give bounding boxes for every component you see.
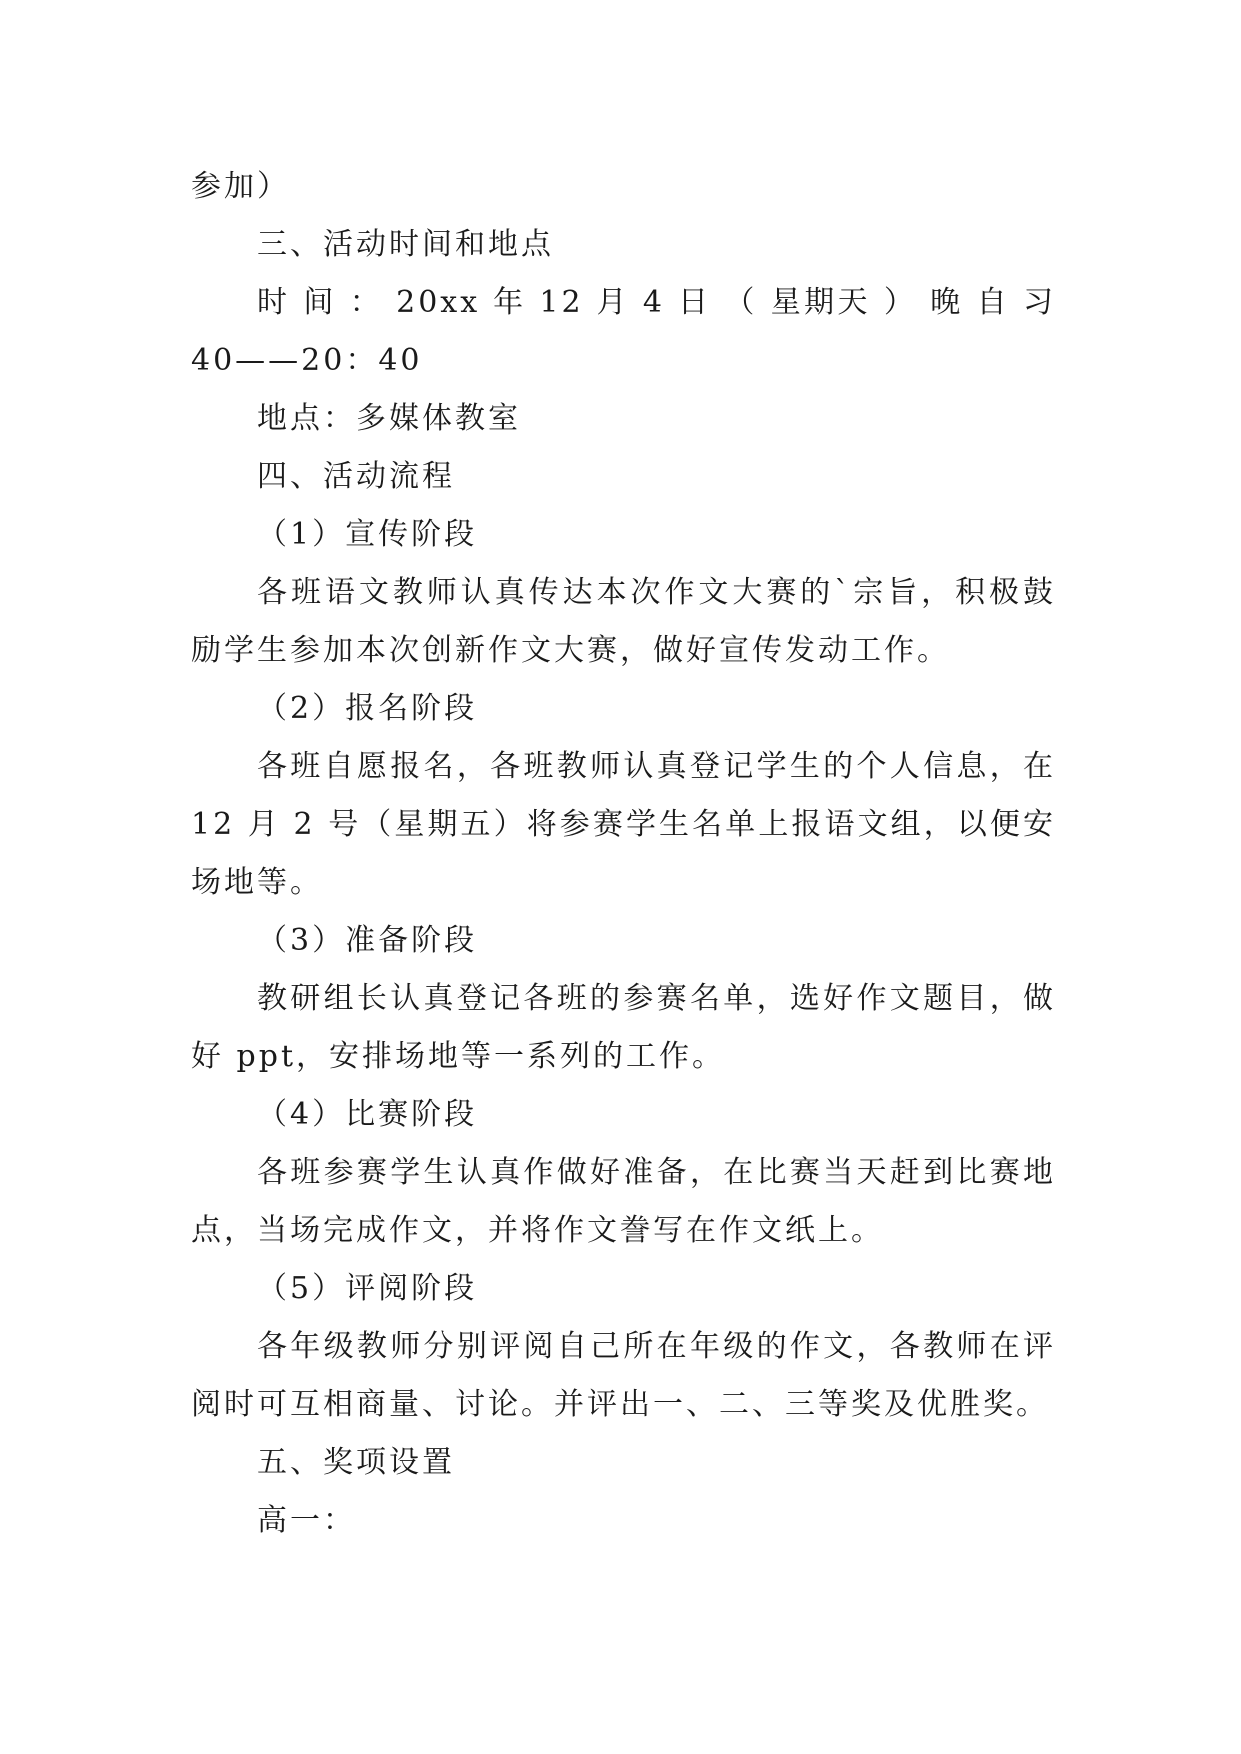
h-stage-1: （1）宣传阶段 [257, 517, 478, 552]
p-time-2: 40——20：40 [191, 343, 423, 378]
p-stage-4-a: 各班参赛学生认真作做好准备，在比赛当天赶到比赛地 [257, 1155, 1056, 1190]
p-stage-4-b: 点，当场完成作文，并将作文誊写在作文纸上。 [191, 1213, 884, 1248]
h-stage-4: （4）比赛阶段 [257, 1097, 478, 1132]
h-section-3: 三、活动时间和地点 [257, 227, 554, 262]
p-stage-3-b: 好 ppt，安排场地等一系列的工作。 [191, 1039, 725, 1074]
p-stage-5-a: 各年级教师分别评阅自己所在年级的作文，各教师在评 [257, 1329, 1056, 1364]
p-time-1: 时 间 ： 20xx 年 12 月 4 日 （ 星期天 ） 晚 自 习 [257, 285, 1056, 320]
h-stage-5: （5）评阅阶段 [257, 1271, 478, 1306]
h-stage-2: （2）报名阶段 [257, 691, 478, 726]
p-stage-1-a: 各班语文教师认真传达本次作文大赛的`宗旨，积极鼓 [257, 575, 1056, 610]
p-grade-1: 高一： [257, 1503, 356, 1538]
document-body [191, 158, 1056, 1550]
h-stage-3: （3）准备阶段 [257, 923, 478, 958]
p-stage-2-b: 12 月 2 号（星期五）将参赛学生名单上报语文组，以便安 [191, 807, 1056, 842]
h-section-4: 四、活动流程 [257, 459, 455, 494]
p-stage-5-b: 阅时可互相商量、讨论。并评出一、二、三等奖及优胜奖。 [191, 1387, 1049, 1422]
p-stage-2-a: 各班自愿报名，各班教师认真登记学生的个人信息，在 [257, 749, 1056, 784]
p-stage-3-a: 教研组长认真登记各班的参赛名单，选好作文题目，做 [257, 981, 1056, 1016]
h-section-5: 五、奖项设置 [257, 1445, 455, 1480]
p-continuation: 参加） [191, 169, 290, 204]
p-stage-2-c: 场地等。 [191, 865, 323, 900]
p-stage-1-b: 励学生参加本次创新作文大赛，做好宣传发动工作。 [191, 633, 950, 668]
p-place: 地点：多媒体教室 [257, 401, 521, 436]
